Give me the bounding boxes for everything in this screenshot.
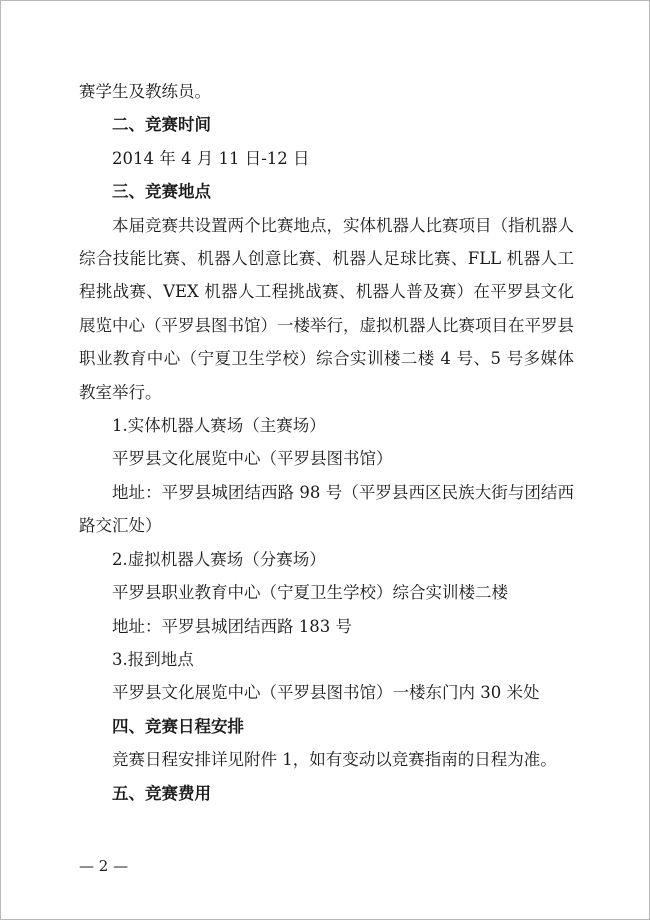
heading-schedule: 四、竞赛日程安排 — [112, 716, 244, 736]
main-venue-address: 地址：平罗县城团结西路 98 号（平罗县西区民族大街与团结西路交汇处） — [79, 482, 574, 536]
competition-date: 2014 年 4 月 11 日-12 日 — [112, 148, 310, 168]
document-body — [79, 75, 574, 810]
page-number: — 2 — — [79, 857, 129, 875]
sub-venue-name: 平罗县职业教育中心（宁夏卫生学校）综合实训楼二楼 — [112, 583, 508, 603]
main-venue-name: 平罗县文化展览中心（平罗县图书馆） — [112, 449, 393, 469]
schedule-description: 竞赛日程安排详见附件 1，如有变动以竞赛指南的日程为准。 — [112, 750, 557, 770]
sub-venue-address: 地址：平罗县城团结西路 183 号 — [112, 616, 352, 636]
heading-competition-venue: 三、竞赛地点 — [112, 182, 211, 202]
paragraph-continuation: 赛学生及教练员。 — [79, 82, 211, 101]
main-venue-title: 1.实体机器人赛场（主赛场） — [112, 416, 326, 436]
registration-location: 平罗县文化展览中心（平罗县图书馆）一楼东门内 30 米处 — [112, 683, 540, 703]
sub-venue-title: 2.虚拟机器人赛场（分赛场） — [112, 549, 326, 569]
registration-title: 3.报到地点 — [112, 649, 194, 669]
heading-fees: 五、竞赛费用 — [112, 783, 211, 803]
heading-competition-time: 二、竞赛时间 — [112, 115, 211, 135]
venue-description-paragraph: 本届竞赛共设置两个比赛地点，实体机器人比赛项目（指机器人综合技能比赛、机器人创意比赛、机器人足球比赛、FLL 机器人工程挑战赛、VEX 机器人工程挑战赛、机器人普及赛）在平罗县文化展览中心（平罗县图书馆）一楼举行，虚拟机器人比赛项目在平罗县职业教育中心（宁夏卫生学校）综合实训楼二楼 4 号、5 号多媒体教室举行。 — [79, 215, 574, 402]
